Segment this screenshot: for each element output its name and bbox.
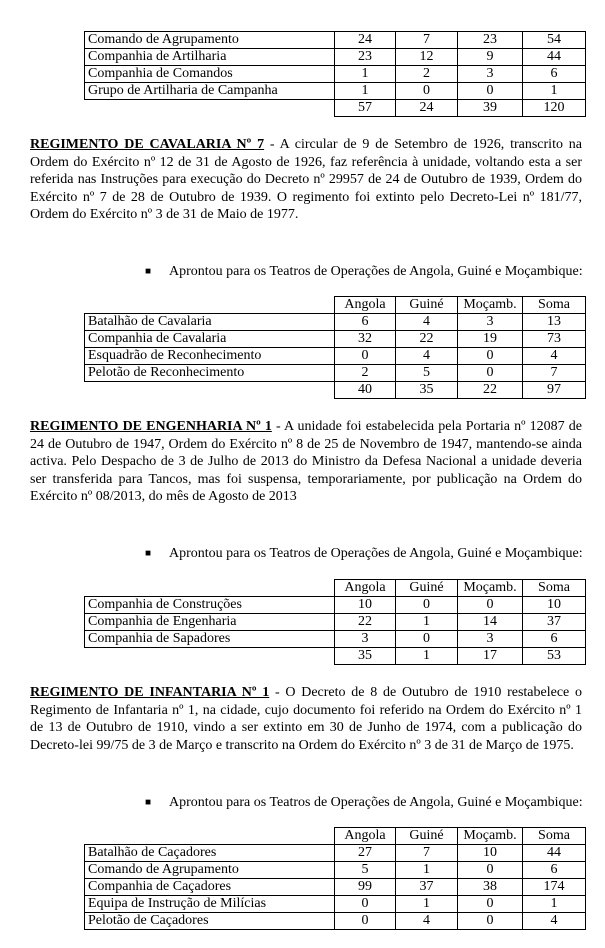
totals-row bbox=[85, 382, 586, 399]
cell-guine: 7 bbox=[396, 32, 458, 49]
header-mocambique: Moçamb. bbox=[458, 828, 523, 845]
cell-angola: 24 bbox=[335, 32, 396, 49]
cell-guine: 12 bbox=[396, 49, 458, 66]
table-row bbox=[85, 83, 586, 100]
cell-soma: 4 bbox=[523, 913, 586, 930]
table-row bbox=[85, 32, 586, 49]
cell-angola: 2 bbox=[335, 365, 396, 382]
cell-soma: 4 bbox=[523, 348, 586, 365]
row-label: Companhia de Construções bbox=[85, 597, 335, 614]
header-spacer bbox=[85, 828, 335, 845]
table-row bbox=[85, 879, 586, 896]
row-label: Companhia de Comandos bbox=[85, 66, 335, 83]
cell-soma: 1 bbox=[523, 896, 586, 913]
cell-guine: 37 bbox=[396, 879, 458, 896]
cell-angola: 3 bbox=[335, 631, 396, 648]
cell-soma: 13 bbox=[523, 314, 586, 331]
table-row bbox=[85, 631, 586, 648]
header-soma: Soma bbox=[523, 580, 586, 597]
cell-guine: 22 bbox=[396, 331, 458, 348]
row-label: Batalhão de Cavalaria bbox=[85, 314, 335, 331]
cell-guine: 2 bbox=[396, 66, 458, 83]
cell-angola: 22 bbox=[335, 614, 396, 631]
bullet-text: Aprontou para os Teatros de Operações de Angola, Guiné e Moçambique: bbox=[169, 264, 583, 279]
cell-soma: 1 bbox=[523, 83, 586, 100]
row-label: Companhia de Engenharia bbox=[85, 614, 335, 631]
totals-spacer bbox=[85, 382, 335, 399]
bullet-infantaria bbox=[147, 794, 583, 811]
row-label: Companhia de Cavalaria bbox=[85, 331, 335, 348]
row-label: Batalhão de Caçadores bbox=[85, 845, 335, 862]
cell-angola: 99 bbox=[335, 879, 396, 896]
cell-angola: 32 bbox=[335, 331, 396, 348]
cell-soma: 6 bbox=[523, 862, 586, 879]
total-mocambique: 22 bbox=[458, 382, 523, 399]
cell-mocambique: 0 bbox=[458, 365, 523, 382]
cell-guine: 4 bbox=[396, 348, 458, 365]
total-guine: 1 bbox=[396, 648, 458, 665]
cell-angola: 1 bbox=[335, 83, 396, 100]
cell-mocambique: 0 bbox=[458, 862, 523, 879]
header-angola: Angola bbox=[335, 297, 396, 314]
cell-angola: 5 bbox=[335, 862, 396, 879]
total-angola: 40 bbox=[335, 382, 396, 399]
section-infantaria-paragraph bbox=[30, 684, 582, 754]
bullet-text: Aprontou para os Teatros de Operações de Angola, Guiné e Moçambique: bbox=[169, 546, 583, 561]
cell-soma: 37 bbox=[523, 614, 586, 631]
cell-mocambique: 0 bbox=[458, 83, 523, 100]
table-row bbox=[85, 348, 586, 365]
cell-mocambique: 3 bbox=[458, 314, 523, 331]
bullet-icon: ■ bbox=[145, 548, 152, 559]
cell-soma: 44 bbox=[523, 49, 586, 66]
cell-soma: 6 bbox=[523, 66, 586, 83]
header-soma: Soma bbox=[523, 297, 586, 314]
table-row bbox=[85, 49, 586, 66]
section-title: REGIMENTO DE CAVALARIA Nº 7 bbox=[30, 137, 265, 152]
table-row bbox=[85, 862, 586, 879]
row-label: Grupo de Artilharia de Campanha bbox=[85, 83, 335, 100]
header-guine: Guiné bbox=[396, 580, 458, 597]
table-row bbox=[85, 314, 586, 331]
cell-guine: 1 bbox=[396, 862, 458, 879]
cell-angola: 1 bbox=[335, 66, 396, 83]
total-angola: 35 bbox=[335, 648, 396, 665]
cell-mocambique: 3 bbox=[458, 631, 523, 648]
header-mocambique: Moçamb. bbox=[458, 580, 523, 597]
cell-mocambique: 9 bbox=[458, 49, 523, 66]
row-label: Esquadrão de Reconhecimento bbox=[85, 348, 335, 365]
row-label: Comando de Agrupamento bbox=[85, 862, 335, 879]
totals-row bbox=[85, 648, 586, 665]
table-row bbox=[85, 331, 586, 348]
cell-guine: 4 bbox=[396, 913, 458, 930]
cell-guine: 7 bbox=[396, 845, 458, 862]
table-row bbox=[85, 913, 586, 930]
bullet-icon: ■ bbox=[145, 266, 152, 277]
row-label: Comando de Agrupamento bbox=[85, 32, 335, 49]
header-mocambique: Moçamb. bbox=[458, 297, 523, 314]
cell-guine: 1 bbox=[396, 896, 458, 913]
cell-guine: 0 bbox=[396, 83, 458, 100]
total-mocambique: 39 bbox=[458, 100, 523, 117]
row-label: Companhia de Sapadores bbox=[85, 631, 335, 648]
cell-mocambique: 0 bbox=[458, 913, 523, 930]
cell-mocambique: 0 bbox=[458, 348, 523, 365]
cell-guine: 1 bbox=[396, 614, 458, 631]
cell-soma: 174 bbox=[523, 879, 586, 896]
table-artilharia bbox=[84, 31, 586, 117]
header-soma: Soma bbox=[523, 828, 586, 845]
header-angola: Angola bbox=[335, 828, 396, 845]
totals-spacer bbox=[85, 648, 335, 665]
totals-row bbox=[85, 100, 586, 117]
table-row bbox=[85, 614, 586, 631]
table-row bbox=[85, 597, 586, 614]
cell-soma: 6 bbox=[523, 631, 586, 648]
cell-mocambique: 3 bbox=[458, 66, 523, 83]
total-angola: 57 bbox=[335, 100, 396, 117]
total-soma: 120 bbox=[523, 100, 586, 117]
cell-angola: 6 bbox=[335, 314, 396, 331]
cell-angola: 0 bbox=[335, 913, 396, 930]
cell-soma: 54 bbox=[523, 32, 586, 49]
cell-mocambique: 0 bbox=[458, 597, 523, 614]
total-mocambique: 17 bbox=[458, 648, 523, 665]
cell-mocambique: 23 bbox=[458, 32, 523, 49]
row-label: Pelotão de Reconhecimento bbox=[85, 365, 335, 382]
bullet-engenharia bbox=[147, 545, 583, 562]
cell-mocambique: 14 bbox=[458, 614, 523, 631]
section-engenharia-paragraph bbox=[30, 418, 582, 506]
cell-mocambique: 0 bbox=[458, 896, 523, 913]
table-row bbox=[85, 896, 586, 913]
cell-soma: 7 bbox=[523, 365, 586, 382]
table-row bbox=[85, 845, 586, 862]
cell-angola: 0 bbox=[335, 896, 396, 913]
header-angola: Angola bbox=[335, 580, 396, 597]
cell-soma: 44 bbox=[523, 845, 586, 862]
row-label: Companhia de Caçadores bbox=[85, 879, 335, 896]
row-label: Pelotão de Caçadores bbox=[85, 913, 335, 930]
cell-soma: 10 bbox=[523, 597, 586, 614]
total-guine: 24 bbox=[396, 100, 458, 117]
cell-angola: 0 bbox=[335, 348, 396, 365]
bullet-text: Aprontou para os Teatros de Operações de Angola, Guiné e Moçambique: bbox=[169, 795, 583, 810]
total-soma: 97 bbox=[523, 382, 586, 399]
cell-guine: 0 bbox=[396, 631, 458, 648]
bullet-icon: ■ bbox=[145, 797, 152, 808]
cell-guine: 4 bbox=[396, 314, 458, 331]
cell-guine: 0 bbox=[396, 597, 458, 614]
section-text: - O Decreto de 8 de Outubro de 1910 restabelece o Regimento de Infantaria nº 1, na cidade, cujo documento foi referido na Ordem do Exército nº 1 de 13 de Outubro de 1910, vindo a ser extinto em 30 de Junho de 1974, com a publicação do Decreto-lei 99/75 de 3 de Março e transcrito na Ordem do Exército nº 3 de 31 de Março de 1975. bbox=[30, 685, 582, 753]
header-row bbox=[85, 297, 586, 314]
header-spacer bbox=[85, 297, 335, 314]
cell-soma: 73 bbox=[523, 331, 586, 348]
cell-angola: 23 bbox=[335, 49, 396, 66]
table-cavalaria bbox=[84, 296, 586, 399]
section-title: REGIMENTO DE ENGENHARIA Nº 1 bbox=[30, 419, 272, 434]
total-soma: 53 bbox=[523, 648, 586, 665]
header-guine: Guiné bbox=[396, 297, 458, 314]
section-text: - A unidade foi estabelecida pela Portaria nº 12087 de 24 de Outubro de 1947, Ordem do Exército nº 8 de 25 de Novembro de 1947, mantendo-se ainda activa. Pelo Despacho de 3 de Julho de 2013 do Ministro da Defesa Nacional a unidade deveria ser transferida para Tancos, mas foi suspensa, temporariamente, por publicação na Ordem do Exército nº 08/2013, do mês de Agosto de 2013 bbox=[30, 419, 583, 504]
cell-angola: 27 bbox=[335, 845, 396, 862]
header-row bbox=[85, 580, 586, 597]
cell-mocambique: 38 bbox=[458, 879, 523, 896]
row-label: Equipa de Instrução de Milícias bbox=[85, 896, 335, 913]
row-label: Companhia de Artilharia bbox=[85, 49, 335, 66]
header-spacer bbox=[85, 580, 335, 597]
table-infantaria bbox=[84, 827, 586, 930]
bullet-cavalaria bbox=[147, 263, 583, 280]
section-text: - A circular de 9 de Setembro de 1926, transcrito na Ordem do Exército nº 12 de 31 de Agosto de 1926, faz referência à unidade, voltando esta a ser referida nas Instruções para execução do Decreto nº 29957 de 24 de Outubro de 1939, Ordem do Exército nº 7 de 28 de Outubro de 1939. O regimento foi extinto pelo Decreto-Lei nº 181/77, Ordem do Exército nº 3 de 31 de Maio de 1977. bbox=[30, 137, 582, 222]
header-row bbox=[85, 828, 586, 845]
header-guine: Guiné bbox=[396, 828, 458, 845]
cell-angola: 10 bbox=[335, 597, 396, 614]
table-row bbox=[85, 66, 586, 83]
table-engenharia bbox=[84, 579, 586, 665]
cell-mocambique: 10 bbox=[458, 845, 523, 862]
total-guine: 35 bbox=[396, 382, 458, 399]
table-row bbox=[85, 365, 586, 382]
totals-spacer bbox=[85, 100, 335, 117]
section-title: REGIMENTO DE INFANTARIA Nº 1 bbox=[30, 685, 270, 700]
cell-guine: 5 bbox=[396, 365, 458, 382]
section-cavalaria-paragraph bbox=[30, 136, 582, 224]
cell-mocambique: 19 bbox=[458, 331, 523, 348]
